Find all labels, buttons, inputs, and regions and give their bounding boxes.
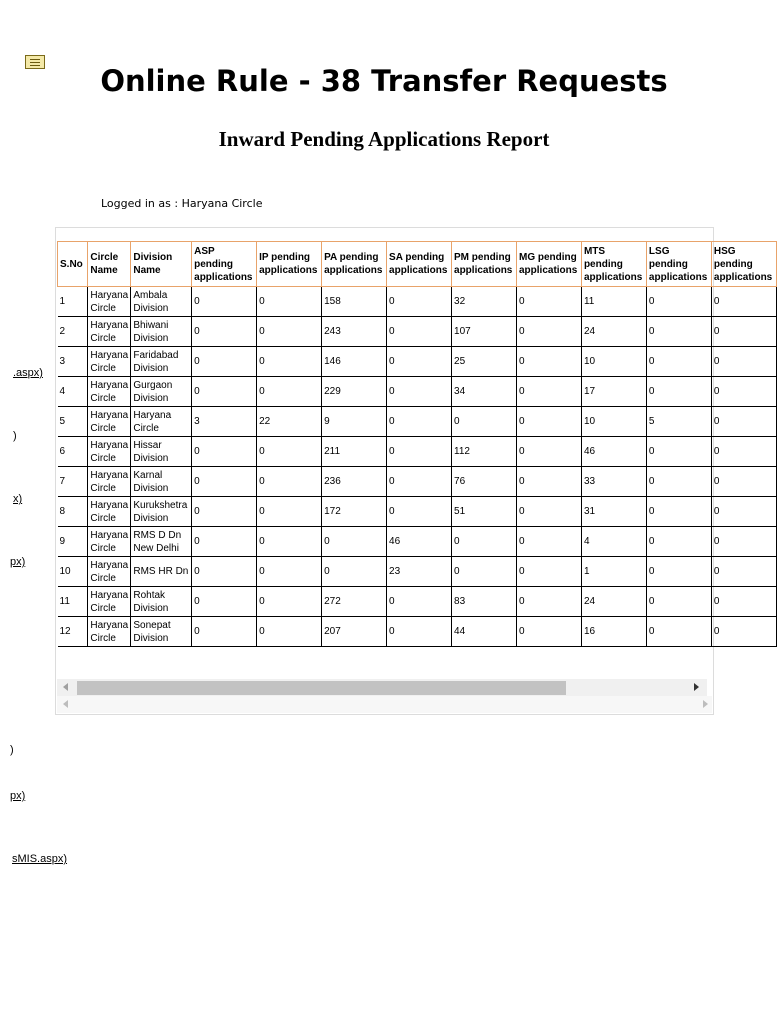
table-cell: 0	[646, 527, 711, 557]
table-cell: 5	[646, 407, 711, 437]
table-row	[58, 617, 777, 647]
table-cell: 0	[257, 347, 322, 377]
table-cell: 3	[58, 347, 88, 377]
table-cell: 272	[322, 587, 387, 617]
side-link-fragment[interactable]: .aspx)	[13, 367, 43, 379]
table-cell: 24	[581, 587, 646, 617]
table-cell: 0	[192, 467, 257, 497]
report-table-scroll-area[interactable]	[57, 241, 773, 679]
table-cell: 0	[646, 347, 711, 377]
table-cell: RMS HR Dn	[131, 557, 192, 587]
table-cell: 0	[257, 317, 322, 347]
table-cell: 0	[516, 287, 581, 317]
table-cell: Sonepat Division	[131, 617, 192, 647]
table-cell: 10	[581, 407, 646, 437]
table-cell: 34	[452, 377, 517, 407]
table-cell: Haryana Circle	[88, 587, 131, 617]
column-header: MG pending applications	[516, 242, 581, 287]
table-cell: Haryana Circle	[88, 497, 131, 527]
table-cell: 0	[646, 467, 711, 497]
table-cell: 5	[58, 407, 88, 437]
table-cell: 33	[581, 467, 646, 497]
column-header: Division Name	[131, 242, 192, 287]
side-link-fragment[interactable]: )	[10, 744, 14, 756]
report-title: Inward Pending Applications Report	[218, 127, 550, 151]
table-cell: 0	[452, 557, 517, 587]
table-cell: 7	[58, 467, 88, 497]
table-cell: Haryana Circle	[88, 347, 131, 377]
table-cell: 0	[646, 497, 711, 527]
table-row	[58, 587, 777, 617]
column-header: ASP pending applications	[192, 242, 257, 287]
table-cell: 0	[257, 527, 322, 557]
table-cell: 0	[646, 437, 711, 467]
table-cell: 6	[58, 437, 88, 467]
table-cell: 0	[516, 317, 581, 347]
table-cell: 0	[711, 527, 776, 557]
outer-horizontal-scrollbar[interactable]	[57, 696, 712, 713]
table-cell: 0	[192, 377, 257, 407]
table-cell: 0	[711, 377, 776, 407]
table-cell: 0	[387, 347, 452, 377]
table-cell: 112	[452, 437, 517, 467]
table-cell: 0	[516, 407, 581, 437]
table-cell: 0	[516, 587, 581, 617]
table-cell: 0	[387, 317, 452, 347]
table-cell: 32	[452, 287, 517, 317]
table-cell: 0	[192, 557, 257, 587]
table-cell: 146	[322, 347, 387, 377]
table-cell: 8	[58, 497, 88, 527]
column-header: S.No	[58, 242, 88, 287]
arrow-right-icon[interactable]	[703, 700, 708, 708]
column-header: Circle Name	[88, 242, 131, 287]
table-row	[58, 527, 777, 557]
table-cell: 10	[58, 557, 88, 587]
table-cell: 0	[646, 557, 711, 587]
table-cell: 46	[387, 527, 452, 557]
column-header: SA pending applications	[387, 242, 452, 287]
table-cell: 229	[322, 377, 387, 407]
table-cell: 0	[516, 347, 581, 377]
table-cell: 0	[516, 617, 581, 647]
table-cell: 25	[452, 347, 517, 377]
table-cell: 0	[516, 557, 581, 587]
table-cell: 0	[387, 407, 452, 437]
table-cell: 0	[711, 497, 776, 527]
table-cell: 0	[646, 287, 711, 317]
table-cell: Haryana Circle	[88, 317, 131, 347]
table-cell: 0	[387, 587, 452, 617]
table-cell: 0	[646, 617, 711, 647]
table-row	[58, 317, 777, 347]
column-header: PA pending applications	[322, 242, 387, 287]
table-cell: 44	[452, 617, 517, 647]
table-cell: 0	[516, 497, 581, 527]
table-row	[58, 377, 777, 407]
table-cell: 17	[581, 377, 646, 407]
table-cell: Haryana Circle	[88, 407, 131, 437]
column-header: PM pending applications	[452, 242, 517, 287]
table-row	[58, 467, 777, 497]
table-cell: 0	[192, 437, 257, 467]
table-cell: 12	[58, 617, 88, 647]
table-cell: 0	[257, 497, 322, 527]
table-cell: 0	[516, 377, 581, 407]
logged-in-label: Logged in as : Haryana Circle	[101, 197, 263, 210]
table-cell: 0	[322, 527, 387, 557]
table-row	[58, 437, 777, 467]
table-row	[58, 407, 777, 437]
table-cell: 0	[646, 377, 711, 407]
side-link-fragment[interactable]: px)	[10, 790, 26, 802]
table-cell: 0	[387, 287, 452, 317]
table-cell: RMS D Dn New Delhi	[131, 527, 192, 557]
table-cell: 0	[387, 617, 452, 647]
table-cell: 0	[192, 347, 257, 377]
table-cell: 1	[58, 287, 88, 317]
table-cell: 11	[581, 287, 646, 317]
side-link-fragment[interactable]: sMIS.aspx)	[12, 853, 68, 865]
table-cell: 0	[711, 557, 776, 587]
table-cell: 0	[646, 587, 711, 617]
table-cell: 0	[387, 377, 452, 407]
table-cell: 0	[192, 497, 257, 527]
column-header: IP pending applications	[257, 242, 322, 287]
table-cell: Gurgaon Division	[131, 377, 192, 407]
table-cell: Faridabad Division	[131, 347, 192, 377]
table-cell: Kurukshetra Division	[131, 497, 192, 527]
table-cell: Haryana Circle	[131, 407, 192, 437]
table-cell: 0	[192, 287, 257, 317]
side-link-fragment[interactable]: x)	[13, 493, 23, 505]
table-cell: 0	[192, 527, 257, 557]
side-link-fragment[interactable]: px)	[10, 556, 26, 568]
table-cell: Haryana Circle	[88, 437, 131, 467]
column-header: MTS pending applications	[581, 242, 646, 287]
table-cell: 31	[581, 497, 646, 527]
table-cell: 9	[322, 407, 387, 437]
table-cell: 22	[257, 407, 322, 437]
table-cell: 158	[322, 287, 387, 317]
table-cell: 0	[322, 557, 387, 587]
table-cell: 0	[516, 467, 581, 497]
table-cell: 76	[452, 467, 517, 497]
arrow-left-icon[interactable]	[63, 683, 68, 691]
table-cell: 0	[387, 497, 452, 527]
table-cell: 2	[58, 317, 88, 347]
table-cell: Ambala Division	[131, 287, 192, 317]
table-cell: 0	[387, 437, 452, 467]
table-cell: 207	[322, 617, 387, 647]
side-link-fragment[interactable]: )	[13, 430, 17, 442]
table-cell: 83	[452, 587, 517, 617]
table-cell: 51	[452, 497, 517, 527]
table-row	[58, 347, 777, 377]
arrow-right-icon[interactable]	[694, 683, 699, 691]
table-cell: 0	[646, 317, 711, 347]
table-cell: 0	[711, 587, 776, 617]
table-cell: Karnal Division	[131, 467, 192, 497]
horizontal-scrollbar[interactable]	[57, 679, 707, 696]
table-cell: 10	[581, 347, 646, 377]
table-cell: 24	[581, 317, 646, 347]
table-cell: Bhiwani Division	[131, 317, 192, 347]
table-cell: 0	[516, 527, 581, 557]
table-cell: 0	[257, 437, 322, 467]
table-cell: 0	[192, 587, 257, 617]
table-cell: 0	[452, 527, 517, 557]
table-cell: 0	[711, 347, 776, 377]
app-title: Online Rule - 38 Transfer Requests	[100, 64, 668, 98]
table-row	[58, 497, 777, 527]
table-cell: 0	[387, 467, 452, 497]
table-cell: 0	[257, 617, 322, 647]
table-cell: 0	[192, 317, 257, 347]
table-cell: Haryana Circle	[88, 287, 131, 317]
table-cell: 9	[58, 527, 88, 557]
table-cell: 0	[257, 467, 322, 497]
table-cell: 3	[192, 407, 257, 437]
table-cell: 0	[711, 437, 776, 467]
table-header-row	[58, 242, 777, 287]
table-cell: Rohtak Division	[131, 587, 192, 617]
table-row	[58, 287, 777, 317]
table-cell: 0	[452, 407, 517, 437]
table-cell: 0	[516, 437, 581, 467]
table-cell: 0	[711, 287, 776, 317]
table-cell: 0	[257, 287, 322, 317]
table-cell: 0	[257, 557, 322, 587]
report-table-frame	[55, 227, 773, 715]
column-header: HSG pending applications	[711, 242, 776, 287]
arrow-left-icon[interactable]	[63, 700, 68, 708]
table-cell: Haryana Circle	[88, 377, 131, 407]
table-cell: 0	[711, 317, 776, 347]
table-cell: Haryana Circle	[88, 617, 131, 647]
table-cell: Haryana Circle	[88, 467, 131, 497]
table-cell: 1	[581, 557, 646, 587]
table-cell: 11	[58, 587, 88, 617]
table-cell: 172	[322, 497, 387, 527]
table-cell: 0	[257, 587, 322, 617]
table-cell: 0	[711, 617, 776, 647]
table-cell: 236	[322, 467, 387, 497]
column-header: LSG pending applications	[646, 242, 711, 287]
table-cell: Hissar Division	[131, 437, 192, 467]
table-cell: 4	[581, 527, 646, 557]
scrollbar-thumb[interactable]	[77, 681, 566, 695]
table-cell: Haryana Circle	[88, 527, 131, 557]
table-cell: 0	[711, 467, 776, 497]
table-cell: 243	[322, 317, 387, 347]
table-cell: Haryana Circle	[88, 557, 131, 587]
table-cell: 0	[192, 617, 257, 647]
report-table	[57, 241, 777, 647]
table-cell: 23	[387, 557, 452, 587]
table-row	[58, 557, 777, 587]
table-cell: 4	[58, 377, 88, 407]
table-cell: 16	[581, 617, 646, 647]
table-cell: 0	[257, 377, 322, 407]
table-cell: 0	[711, 407, 776, 437]
table-cell: 107	[452, 317, 517, 347]
table-cell: 46	[581, 437, 646, 467]
table-cell: 211	[322, 437, 387, 467]
